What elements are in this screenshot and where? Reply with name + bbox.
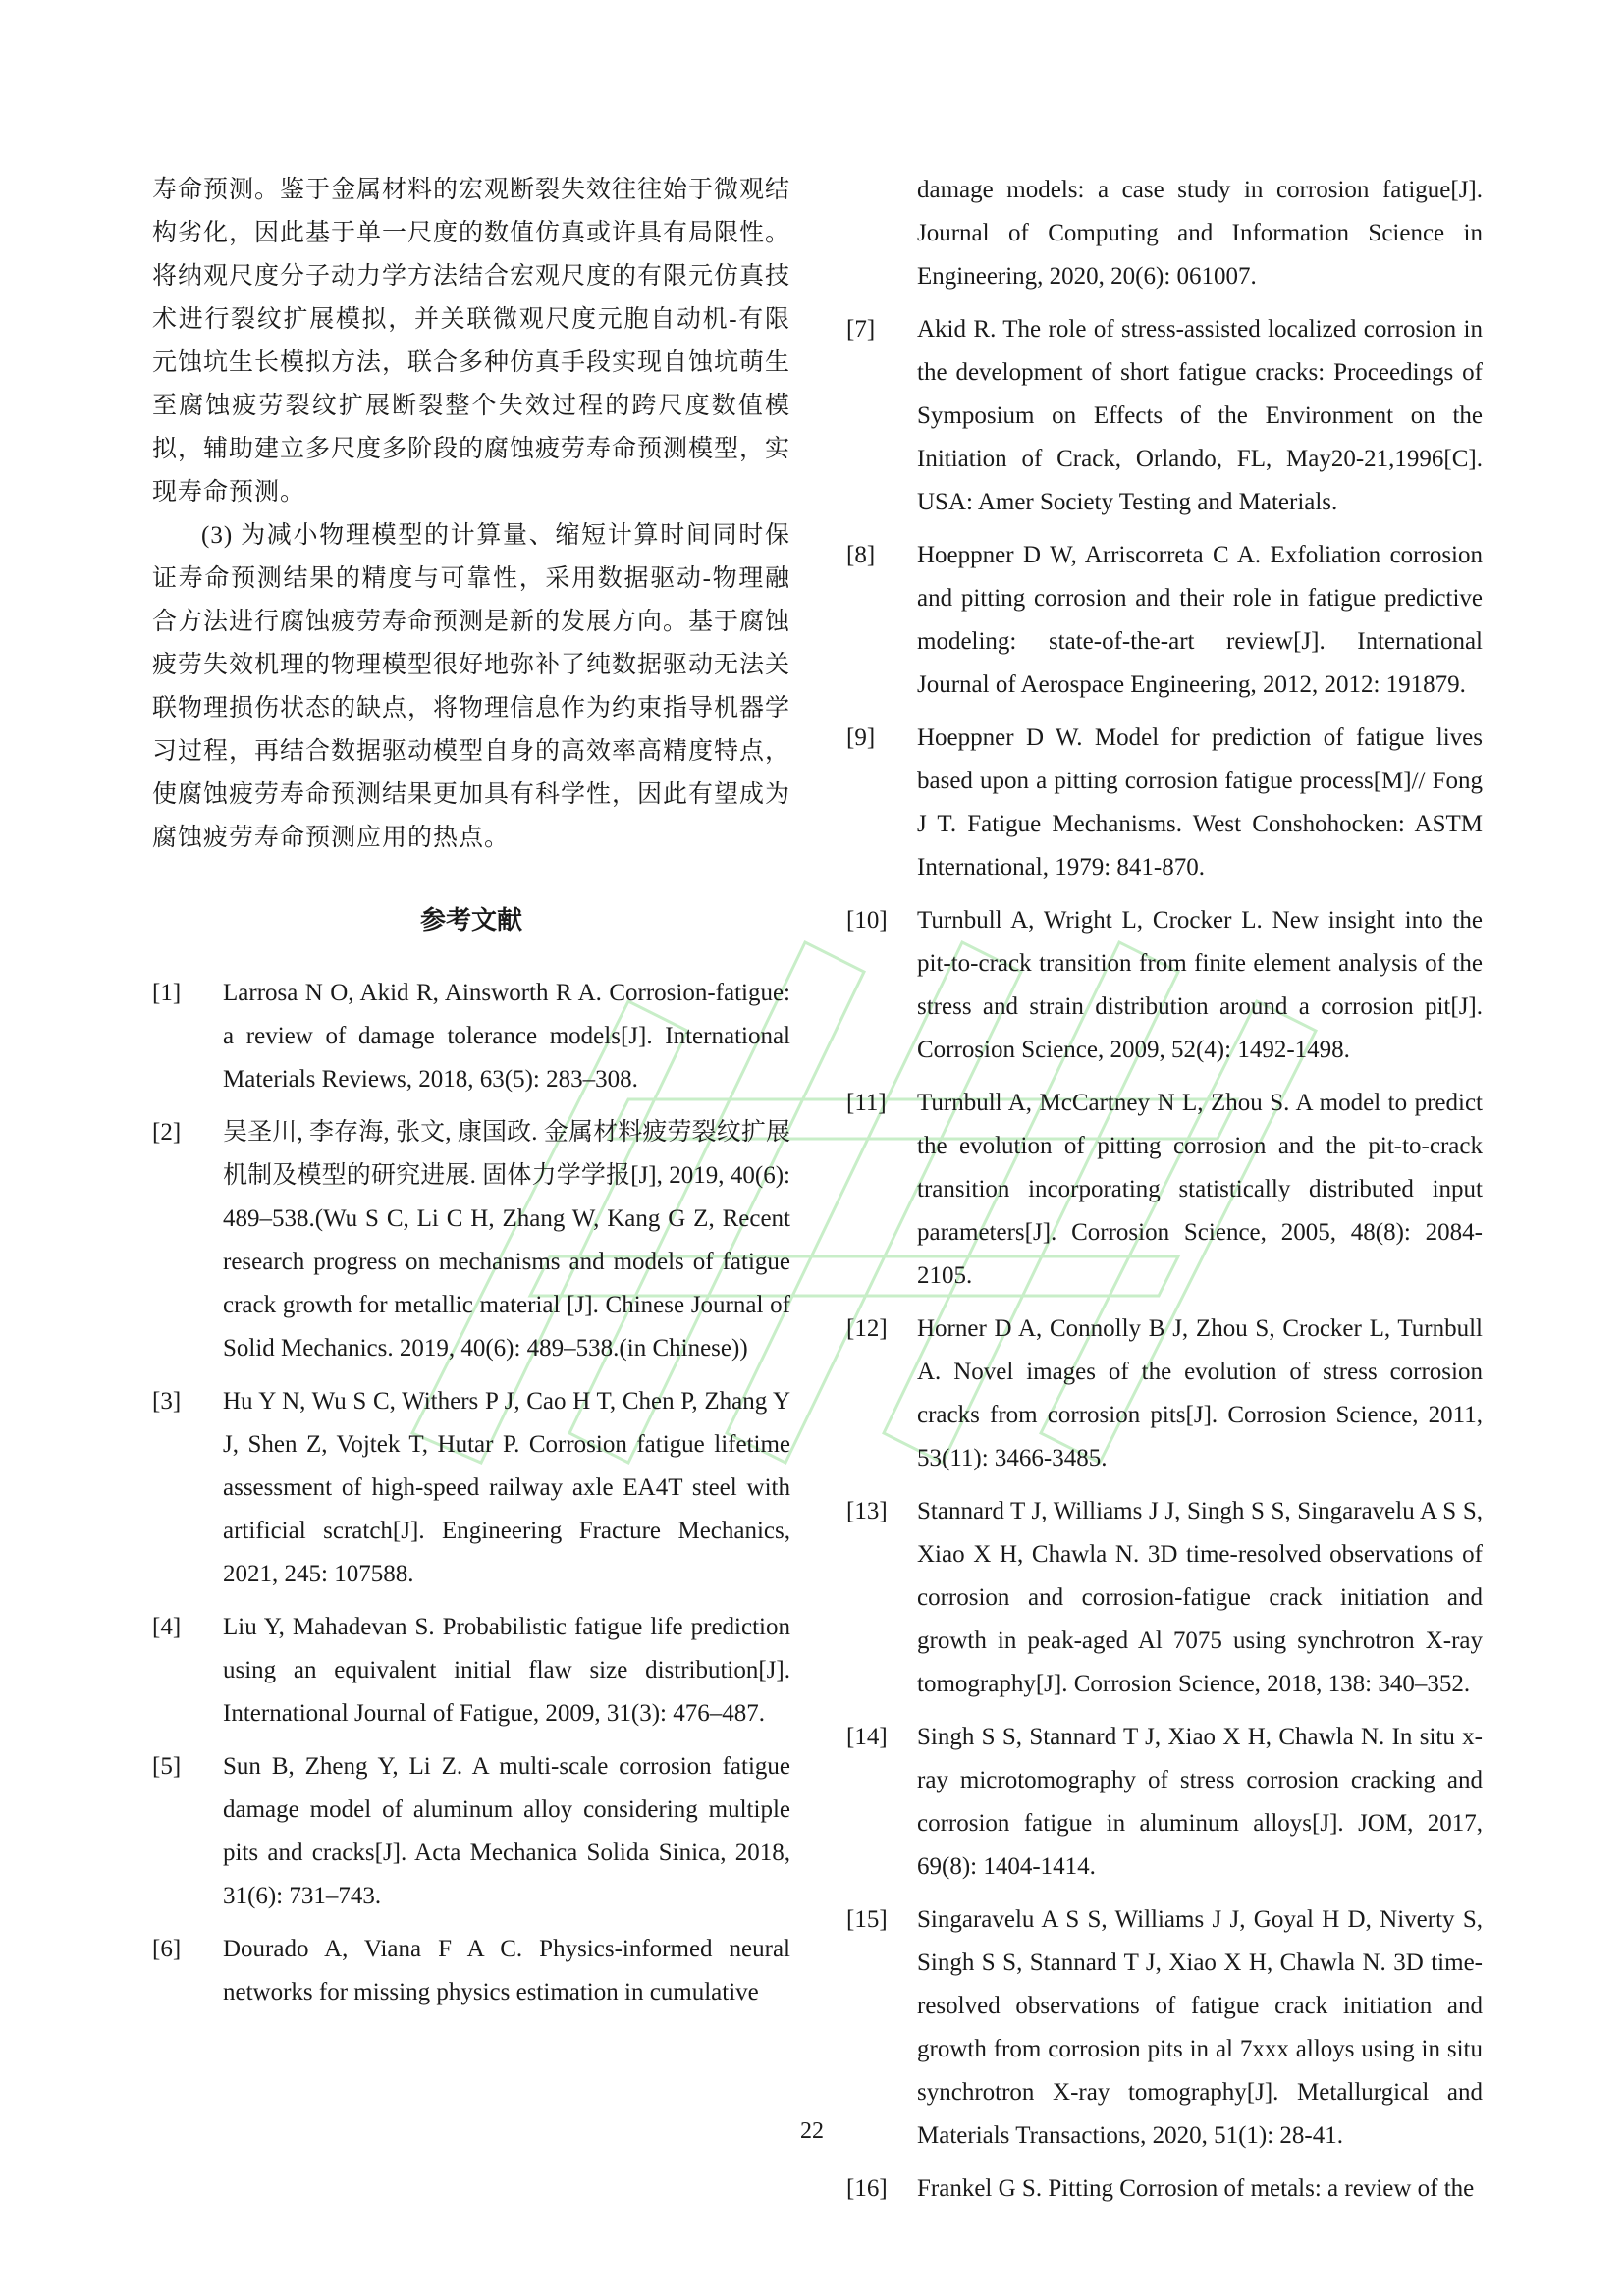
reference-text: Larrosa N O, Akid R, Ainsworth R A. Corrosion-fatigue: a review of damage tolerance models[J]. International Materials Reviews, 2018, 63(5): 283–308. [223,980,790,1093]
reference-number: [5] [152,1753,182,1780]
reference-text: Hoeppner D W, Arriscorreta C A. Exfoliation corrosion and pitting corrosion and their role in fatigue predictive modeling: state-of-the-art review[J]. International Journal of Aerospace Engineering, 2012, 2012: 191879. [917,542,1483,698]
reference-text: Horner D A, Connolly B J, Zhou S, Crocker L, Turnbull A. Novel images of the evolution of stress corrosion cracks from corrosion pits[J]. Corrosion Science, 2011, 53(11): 3466-3485. [917,1315,1483,1471]
reference-item [846,1490,1483,1706]
reference-number: [4] [152,1614,182,1640]
reference-text: Hoeppner D W. Model for prediction of fatigue lives based upon a pitting corrosion fatigue process[M]// Fong J T. Fatigue Mechanisms. West Conshohocken: ASTM International, 1979: 841-870. [917,724,1483,881]
reference-number: [6] [152,1936,182,1962]
reference-number: [3] [152,1388,182,1415]
reference-list-right [846,308,1483,2211]
left-column [152,169,790,2024]
reference-number: [12] [846,1315,888,1342]
reference-text: Akid R. The role of stress-assisted localized corrosion in the development of short fatigue cracks: Proceedings of Symposium on Effects of the Environment on the Initiation of Crack, Orlando, FL, May20-21,1996[C]. USA: Amer Society Testing and Materials. [917,316,1483,515]
reference-number: [13] [846,1498,888,1524]
reference-number: [15] [846,1906,888,1933]
reference-number: [7] [846,316,876,343]
reference-item [152,1606,790,1735]
reference-item [846,308,1483,524]
reference-item [152,1745,790,1918]
reference-number: [14] [846,1724,888,1750]
body-paragraph-2: (3) 为减小物理模型的计算量、缩短计算时间同时保证寿命预测结果的精度与可靠性，采用数据驱动-物理融合方法进行腐蚀疲劳寿命预测是新的发展方向。基于腐蚀疲劳失效机理的物理模型很好地弥补了纯数据驱动无法关联物理损伤状态的缺点，将物理信息作为约束指导机器学习过程，再结合数据驱动模型自身的高效率高精度特点，使腐蚀疲劳寿命预测结果更加具有科学性，因此有望成为腐蚀疲劳寿命预测应用的热点。 [152,522,791,851]
reference-text: Singaravelu A S S, Williams J J, Goyal H D, Niverty S, Singh S S, Stannard T J, Xiao X H, Chawla N. 3D time-resolved observations of fatigue crack initiation and growth from corrosion pits in al 7xxx alloys using in situ synchrotron X-ray tomography[J]. Metallurgical and Materials Transactions, 2020, 51(1): 28-41. [917,1906,1483,2149]
reference-text: Singh S S, Stannard T J, Xiao X H, Chawla N. In situ x-ray microtomography of stress corrosion cracking and corrosion fatigue in aluminum alloys[J]. JOM, 2017, 69(8): 1404-1414. [917,1724,1483,1880]
reference-number: [8] [846,542,876,568]
reference-item [152,1380,790,1596]
reference-item [846,717,1483,889]
reference-text: Hu Y N, Wu S C, Withers P J, Cao H T, Chen P, Zhang Y J, Shen Z, Vojtek T, Hutar P. Corrosion fatigue lifetime assessment of high-speed railway axle EA4T steel with artificial scratch[J]. Engineering Fracture Mechanics, 2021, 245: 107588. [223,1388,790,1587]
reference-item [152,1111,790,1370]
reference-item [152,972,790,1101]
right-column [846,169,1483,2220]
reference-number: [10] [846,907,888,934]
reference-text: 吴圣川, 李存海, 张文, 康国政. 金属材料疲劳裂纹扩展机制及模型的研究进展. 固体力学学报[J], 2019, 40(6): 489–538.(Wu S C, Li C H, Zhang W, Kang G Z, Recent research progress on mechanisms and models of fatigue crack growth for metallic material [J]. Chinese Journal of Solid Mechanics. 2019, 40(6): 489–538.(in Chinese)) [223,1119,790,1362]
reference-item [846,534,1483,707]
reference-item [152,1928,790,2014]
references-heading: 参考文献 [419,906,522,935]
reference-text: Liu Y, Mahadevan S. Probabilistic fatigue life prediction using an equivalent initial flaw size distribution[J]. International Journal of Fatigue, 2009, 31(3): 476–487. [223,1614,790,1727]
reference-number: [11] [846,1090,887,1116]
reference-item [846,899,1483,1072]
reference-number: [1] [152,980,182,1006]
reference-list-left [152,972,790,2014]
reference-text: Dourado A, Viana F A C. Physics-informed neural networks for missing physics estimation in cumulative [223,1936,790,2005]
reference-item [846,1308,1483,1480]
reference-text: Sun B, Zheng Y, Li Z. A multi-scale corrosion fatigue damage model of aluminum alloy considering multiple pits and cracks[J]. Acta Mechanica Solida Sinica, 2018, 31(6): 731–743. [223,1753,790,1909]
reference-number: [2] [152,1119,182,1146]
reference-item [846,2167,1483,2211]
reference-text: Turnbull A, McCartney N L, Zhou S. A model to predict the evolution of pitting corrosion and the pit-to-crack transition incorporating statistically distributed input parameters[J]. Corrosion Science, 2005, 48(8): 2084-2105. [917,1090,1483,1289]
page-number: 22 [800,2118,824,2144]
reference-text: Turnbull A, Wright L, Crocker L. New insight into the pit-to-crack transition from finite element analysis of the stress and strain distribution around a corrosion pit[J]. Corrosion Science, 2009, 52(4): 1492-1498. [917,907,1483,1063]
body-paragraph-1: 寿命预测。鉴于金属材料的宏观断裂失效往往始于微观结构劣化，因此基于单一尺度的数值仿真或许具有局限性。将纳观尺度分子动力学方法结合宏观尺度的有限元仿真技术进行裂纹扩展模拟，并关联微观尺度元胞自动机-有限元蚀坑生长模拟方法，联合多种仿真手段实现自蚀坑萌生至腐蚀疲劳裂纹扩展断裂整个失效过程的跨尺度数值模拟，辅助建立多尺度多阶段的腐蚀疲劳寿命预测模型，实现寿命预测。 [152,177,791,506]
reference-text: Stannard T J, Williams J J, Singh S S, Singaravelu A S S, Xiao X H, Chawla N. 3D time-resolved observations of corrosion and corrosion-fatigue crack initiation and growth in peak-aged Al 7075 using synchrotron X-ray tomography[J]. Corrosion Science, 2018, 138: 340–352. [917,1498,1483,1697]
reference-number: [16] [846,2175,888,2202]
reference-item [846,1082,1483,1298]
reference-item [846,1716,1483,1889]
reference-continuation: damage models: a case study in corrosion fatigue[J]. Journal of Computing and Information Science in Engineering, 2020, 20(6): 061007. [917,177,1483,290]
reference-text: Frankel G S. Pitting Corrosion of metals: a review of the [917,2175,1475,2202]
reference-number: [9] [846,724,876,751]
